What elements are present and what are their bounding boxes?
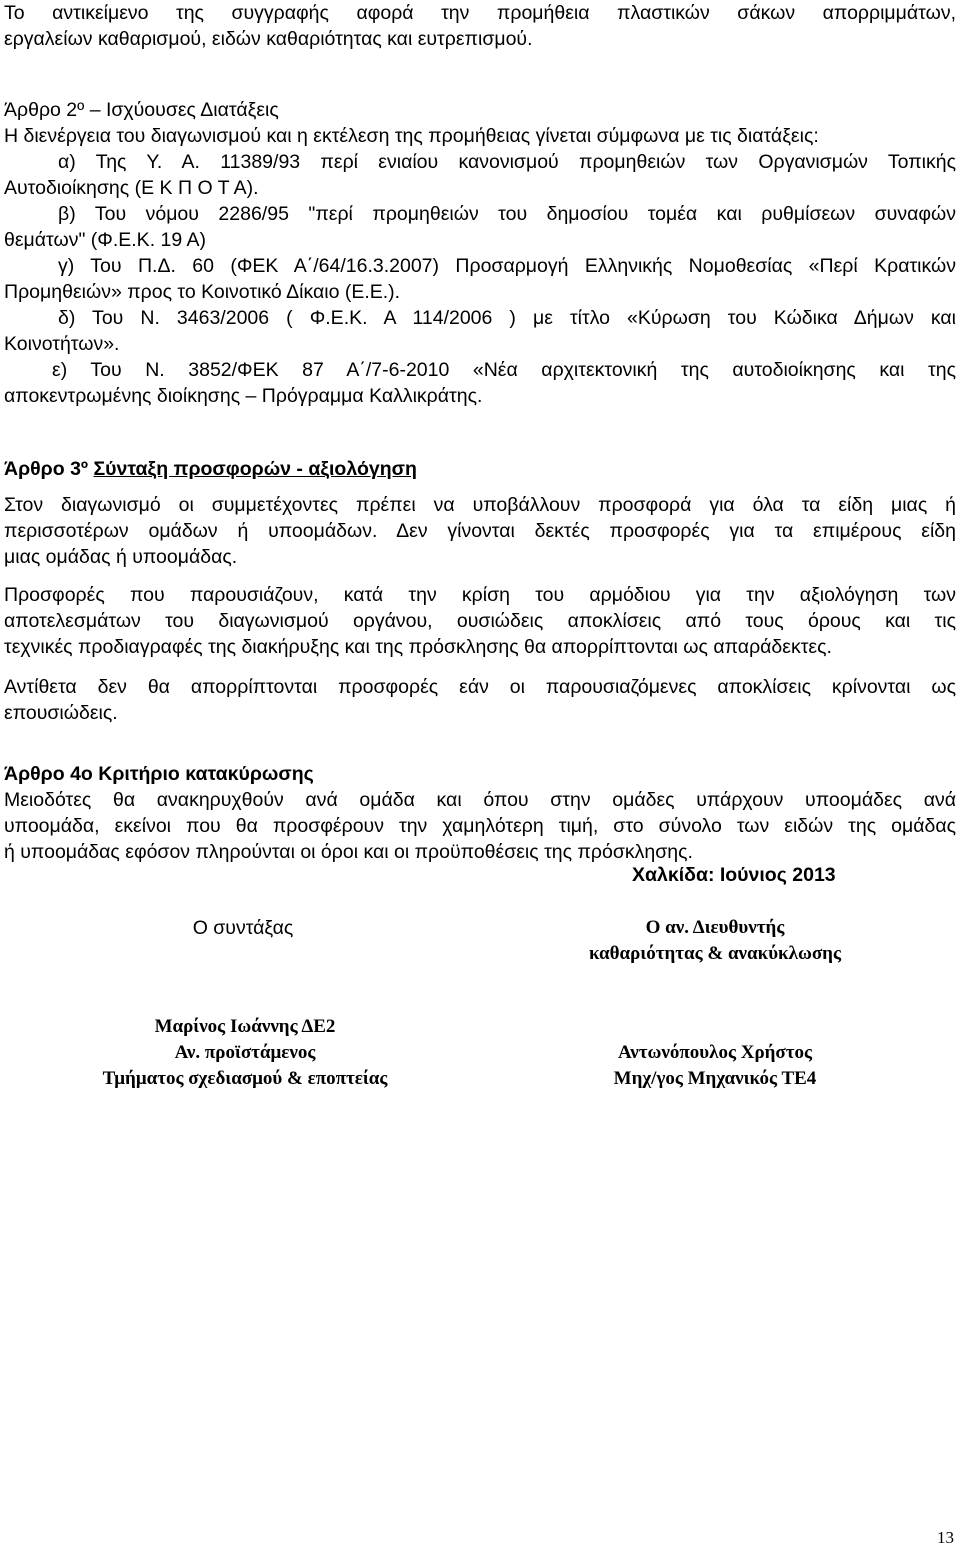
signature-left-name xyxy=(60,1014,430,1092)
signature-right-role xyxy=(560,915,870,967)
article3-p3-line2: επουσιώδεις. xyxy=(4,702,118,724)
document-date: Χαλκίδα: Ιούνιος 2013 xyxy=(632,864,836,886)
signature-right-name xyxy=(580,1040,850,1092)
article2-item-b-line2: θεμάτων" (Φ.Ε.Κ. 19 Α) xyxy=(4,229,207,251)
article3-p2-line3: τεχνικές προδιαγραφές της διακήρυξης και της πρόσκλησης θα απορρίπτονται ως απαράδεκτες. xyxy=(4,636,832,658)
intro-line-2: εργαλείων καθαρισμού, ειδών καθαριότητας και ευτρεπισμού. xyxy=(4,28,533,50)
signature-left-name-line2: Αν. προϊστάμενος xyxy=(174,1042,316,1063)
article3-title-prefix: Άρθρο 3º xyxy=(4,458,94,480)
article2-item-a-line1: α) Της Υ. Α. 11389/93 περί ενιαίου κανονισμού προμηθειών των Οργανισμών Τοπικής xyxy=(58,151,956,173)
signature-left-role: Ο συντάξας xyxy=(192,917,294,939)
article4-p1-line3: ή υποομάδας εφόσον πληρούνται οι όροι και οι προϋποθέσεις της πρόσκλησης. xyxy=(4,841,693,863)
article2-item-e-line1: ε) Του Ν. 3852/ΦΕΚ 87 Α΄/7-6-2010 «Νέα αρχιτεκτονική της αυτοδιοίκησης και της xyxy=(52,359,956,381)
article3-p1-line3: μιας ομάδας ή υποομάδας. xyxy=(4,546,238,568)
article2-item-d-line1: δ) Του Ν. 3463/2006 ( Φ.Ε.Κ. Α 114/2006 ) με τίτλο «Κύρωση του Κώδικα Δήμων και xyxy=(58,307,956,329)
signature-left-name-line1: Μαρίνος Ιωάννης ΔΕ2 xyxy=(154,1016,336,1037)
article3-title xyxy=(4,456,956,482)
article3-p2-line2: αποτελεσμάτων του διαγωνισμού οργάνου, ουσιώδεις αποκλίσεις από τους όρους και τις xyxy=(4,610,956,632)
intro-line-1: Το αντικείμενο της συγγραφής αφορά την προμήθεια πλαστικών σάκων απορριμμάτων, xyxy=(4,2,956,24)
article4-p1-line2: υποομάδα, εκείνοι που θα προσφέρουν την χαμηλότερη τιμή, στο σύνολο των ειδών της ομάδας xyxy=(4,815,956,837)
signature-right-role-line1: Ο αν. Διευθυντής xyxy=(645,917,785,938)
article2-item-a-line2: Αυτοδιοίκησης (Ε Κ Π Ο Τ Α). xyxy=(4,177,259,199)
article4-p1-line1: Μειοδότες θα ανακηρυχθούν ανά ομάδα και όπου στην ομάδες υπάρχουν υποομάδες ανά xyxy=(4,789,956,811)
article3-p1-line2: περισσοτέρων ομάδων ή υποομάδων. Δεν γίνονται δεκτές προσφορές για τα επιμέρους είδη xyxy=(4,520,956,542)
article3-p2-line1: Προσφορές που παρουσιάζουν, κατά την κρίση του αρμόδιου για την αξιολόγηση των xyxy=(4,584,956,606)
article2-item-b-line1: β) Του νόμου 2286/95 "περί προμηθειών του δημοσίου τομέα και ρυθμίσεων συναφών xyxy=(58,203,956,225)
signature-right-role-line2: καθαριότητας & ανακύκλωσης xyxy=(589,943,841,964)
article2-lead: Η διενέργεια του διαγωνισμού και η εκτέλεση της προμήθειας γίνεται σύμφωνα με τις διατάξεις: xyxy=(4,125,819,147)
article3-p1-line1: Στον διαγωνισμό οι συμμετέχοντες πρέπει να υποβάλλουν προσφορά για όλα τα είδη μιας ή xyxy=(4,494,956,516)
signature-right-name-line2: Μηχ/γος Μηχανικός ΤΕ4 xyxy=(613,1068,817,1089)
article2-item-c-line2: Προμηθειών» προς το Κοινοτικό Δίκαιο (Ε.Ε.). xyxy=(4,281,401,303)
signature-left-name-line3: Τμήματος σχεδιασμού & εποπτείας xyxy=(102,1068,388,1089)
article2-title: Άρθρο 2º – Ισχύουσες Διατάξεις xyxy=(4,99,279,121)
article3-title-rest: Σύνταξη προσφορών - αξιολόγηση xyxy=(93,458,417,480)
signature-right-name-line1: Αντωνόπουλος Χρήστος xyxy=(617,1042,813,1063)
article3-p3-line1: Αντίθετα δεν θα απορρίπτονται προσφορές εάν οι παρουσιαζόμενες αποκλίσεις κρίνονται ως xyxy=(4,676,956,698)
article2-item-e-line2: αποκεντρωμένης διοίκησης – Πρόγραμμα Καλλικράτης. xyxy=(4,385,483,407)
article4-title: Άρθρο 4ο Κριτήριο κατακύρωσης xyxy=(4,763,314,785)
article2-item-d-line2: Κοινοτήτων». xyxy=(4,333,120,355)
page-number: 13 xyxy=(937,1528,954,1547)
article2-item-c-line1: γ) Του Π.Δ. 60 (ΦΕΚ Α΄/64/16.3.2007) Προσαρμογή Ελληνικής Νομοθεσίας «Περί Κρατικών xyxy=(58,255,956,277)
